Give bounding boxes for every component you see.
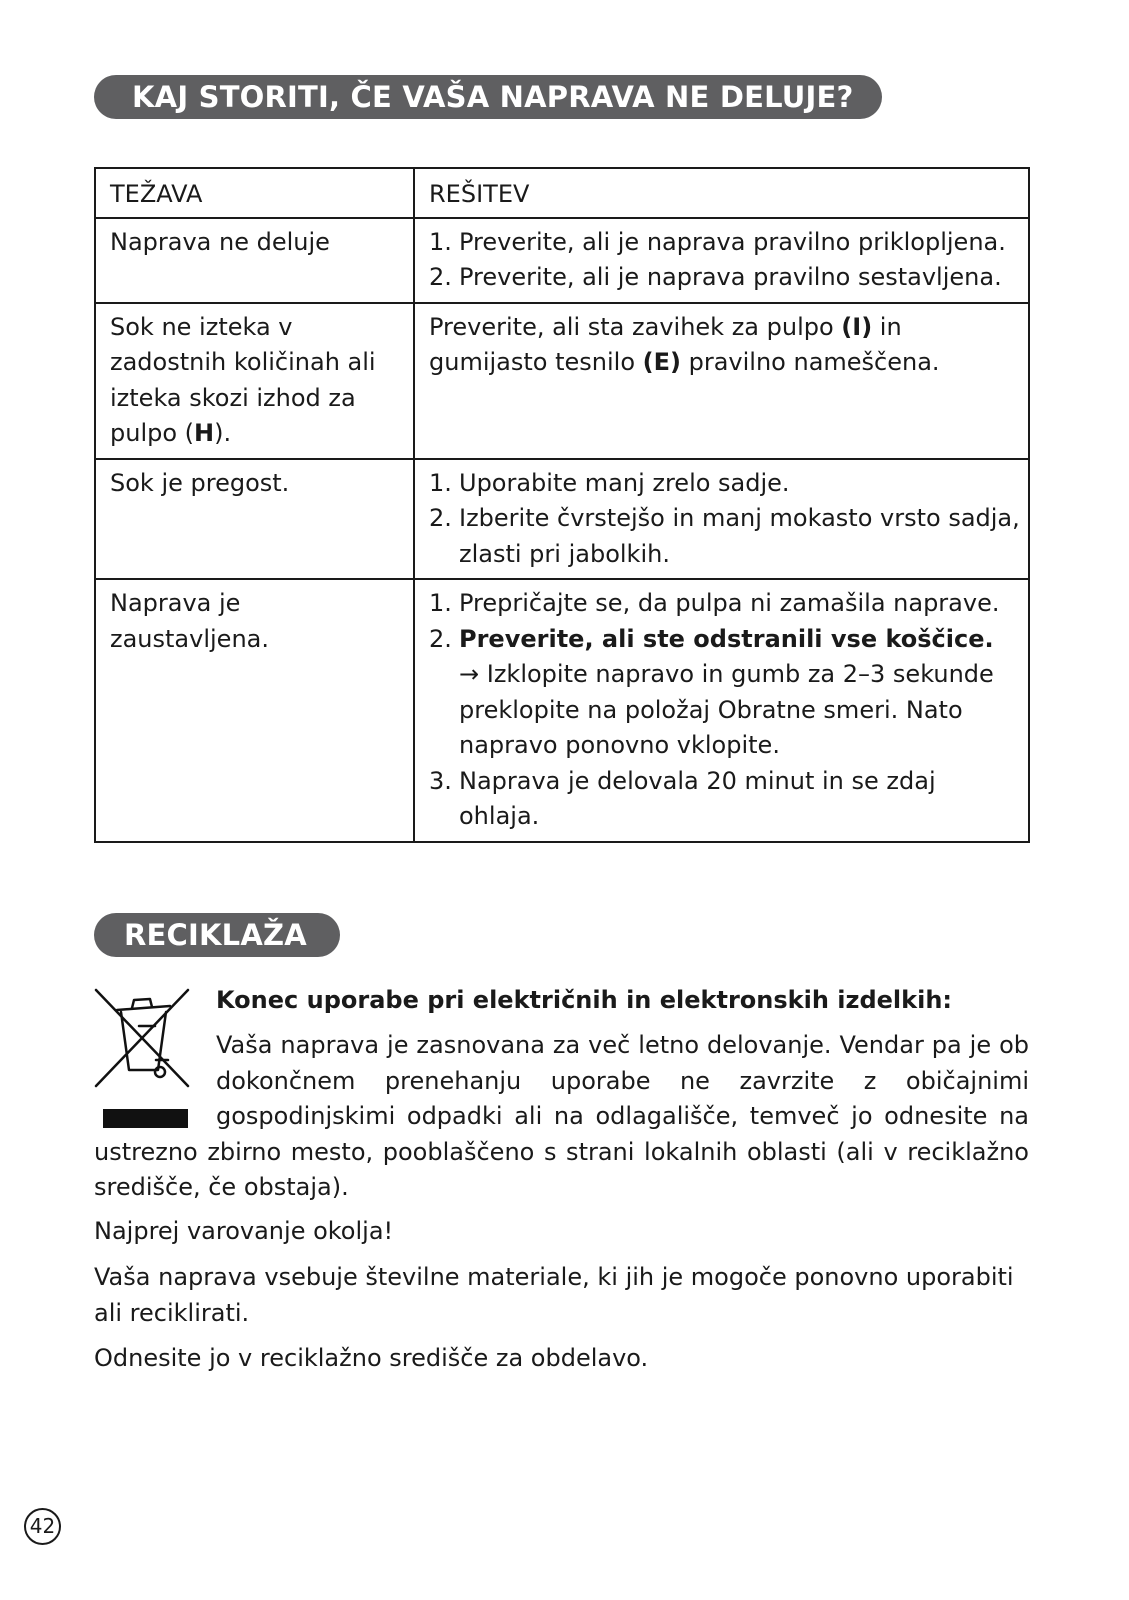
page-number: 42 <box>24 1508 61 1545</box>
step-number: 2. <box>429 624 452 653</box>
step-text-bold: Preverite, ali ste odstranili vse koščice. <box>459 624 994 653</box>
solution-step <box>429 225 1020 261</box>
section-title-troubleshooting: KAJ STORITI, ČE VAŠA NAPRAVA NE DELUJE? <box>94 75 882 119</box>
problem-text-end: ). <box>214 419 232 447</box>
step-text: Prepričajte se, da pulpa ni zamašila naprave. <box>459 589 1000 617</box>
solution-cell <box>414 218 1029 303</box>
step-number: 1. <box>429 227 452 256</box>
step-text: Naprava je delovala 20 minut in se zdaj ohlaja. <box>459 766 936 830</box>
step-detail: Izklopite napravo in gumb za 2–3 sekunde preklopite na položaj Obratne smeri. Nato napravo ponovno vklopite. <box>459 660 994 759</box>
solution-cell <box>414 459 1029 580</box>
solution-cell <box>414 579 1029 842</box>
recycling-paragraph-text: Vaša naprava je zasnovana za več letno delovanje. Vendar pa je ob dokončnem prenehanju uporabe ne zavrzite z običajnimi gospodinjskimi odpadki ali na odlagališče, temveč jo odnesite na ustrezno zbirno mesto, pooblaščeno s strani lokalnih oblasti (ali v reciklažno središče, če obstaja). <box>94 1031 1029 1201</box>
part-label: (I) <box>841 312 873 341</box>
problem-cell: Sok je pregost. <box>95 459 414 580</box>
step-text: Izberite čvrstejšo in manj mokasto vrsto sadja, zlasti pri jabolkih. <box>459 504 1020 568</box>
solution-step <box>429 501 1020 572</box>
problem-cell <box>95 303 414 459</box>
column-header-solution: REŠITEV <box>414 168 1029 218</box>
recycling-subheading: Konec uporabe pri električnih in elektronskih izdelkih: <box>216 986 953 1014</box>
solution-step <box>429 260 1020 296</box>
solution-cell <box>414 303 1029 459</box>
step-text: Preverite, ali je naprava pravilno sestavljena. <box>459 263 1002 291</box>
section-title-recycling: RECIKLAŽA <box>94 913 340 957</box>
recycling-paragraph <box>94 1028 1029 1206</box>
solution-step <box>429 586 1020 622</box>
solution-text: pravilno nameščena. <box>680 348 940 376</box>
step-number: 1. <box>429 468 452 497</box>
table-header-row <box>95 168 1029 218</box>
recycling-center-note: Odnesite jo v reciklažno središče za obdelavo. <box>94 1344 649 1372</box>
step-number: 1. <box>429 589 452 617</box>
solution-step <box>429 764 1020 835</box>
step-text: Uporabite manj zrelo sadje. <box>459 468 790 497</box>
step-text: Preverite, ali je naprava pravilno priklopljena. <box>459 227 1006 256</box>
troubleshooting-table <box>94 167 1030 843</box>
table-row <box>95 579 1029 842</box>
arrow-icon: → <box>459 660 480 688</box>
part-label: (E) <box>642 348 681 376</box>
environment-note: Najprej varovanje okolja! <box>94 1217 394 1245</box>
problem-text: Sok ne izteka v zadostnih količinah ali izteka skozi izhod za pulpo ( <box>110 312 376 447</box>
column-header-problem: TEŽAVA <box>95 168 414 218</box>
solution-step <box>429 622 1020 764</box>
solution-step <box>429 466 1020 502</box>
problem-cell: Naprava ne deluje <box>95 218 414 303</box>
table-row <box>95 459 1029 580</box>
icon-spacer <box>94 1028 216 1134</box>
table-row <box>95 303 1029 459</box>
table-row <box>95 218 1029 303</box>
part-label: H <box>194 419 215 447</box>
solution-text: Preverite, ali sta zavihek za pulpo <box>429 312 842 341</box>
materials-note: Vaša naprava vsebuje številne materiale, ki jih je mogoče ponovno uporabiti ali reciklirati. <box>94 1263 1014 1327</box>
step-number: 2. <box>429 263 452 291</box>
problem-cell: Naprava je zaustavljena. <box>95 579 414 842</box>
solution-text: in gumijasto tesnilo <box>429 312 902 376</box>
step-number: 2. <box>429 504 452 532</box>
step-number: 3. <box>429 766 452 795</box>
